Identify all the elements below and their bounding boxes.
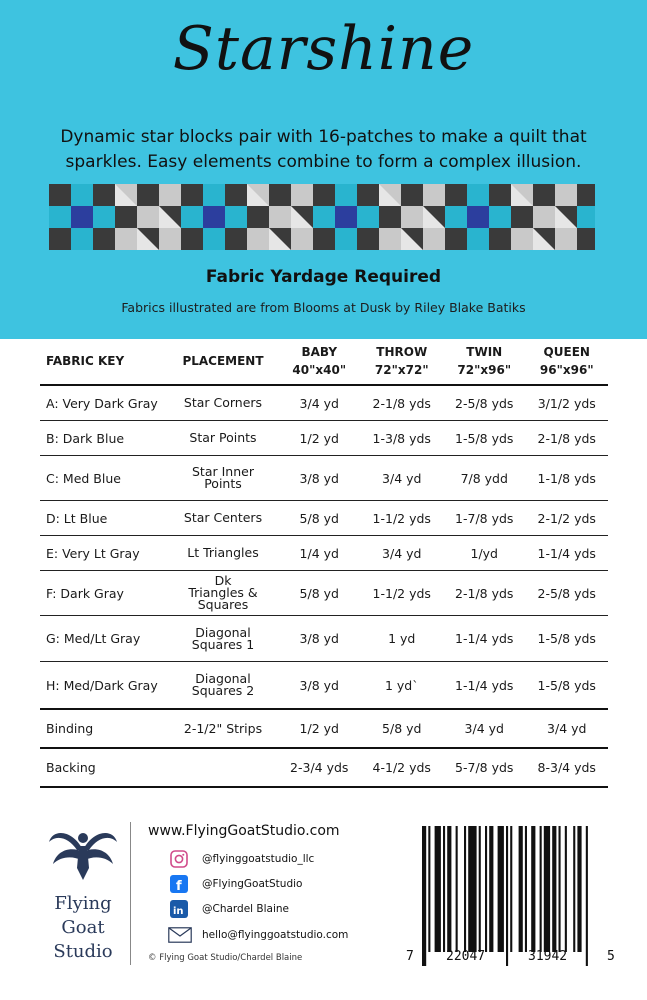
twin-cell: 1-5/8 yds: [455, 430, 514, 446]
yardage-subtitle: Fabrics illustrated are from Blooms at Dusk by Riley Blake Batiks: [121, 300, 526, 315]
footer-divider: [130, 822, 131, 965]
linkedin-row[interactable]: [170, 900, 289, 918]
placement-cell: 2-1/2" Strips: [183, 720, 263, 736]
linkedin-handle: @Chardel Blaine: [202, 903, 290, 915]
header-queen: QUEEN 96"x96": [539, 345, 594, 377]
fabric-key-cell: B: Dark Blue: [46, 430, 125, 446]
baby-cell: 5/8 yd: [299, 510, 339, 526]
fabric-key-cell: Backing: [46, 760, 96, 775]
throw-cell: 1 yd: [388, 631, 416, 646]
queen-cell: 8-3/4 yds: [537, 760, 596, 775]
table-row: [40, 456, 608, 501]
queen-cell: 1-1/8 yds: [537, 470, 596, 486]
envelope-icon: [168, 926, 192, 944]
yardage-heading: Fabric Yardage Required: [205, 267, 442, 287]
svg-text:f: f: [176, 879, 182, 893]
queen-cell: 1-5/8 yds: [537, 631, 596, 646]
placement-cell: Star Points: [189, 430, 257, 445]
barcode-digit-check: 5: [607, 949, 615, 964]
fabric-key-cell: G: Med/Lt Gray: [46, 631, 141, 646]
twin-cell: 1-1/4 yds: [455, 631, 514, 646]
throw-cell: 3/4 yd: [382, 470, 422, 486]
twin-cell: 1-1/4 yds: [455, 677, 514, 693]
table-row: [40, 536, 608, 571]
placement-cell: Diagonal Squares 2: [191, 671, 255, 698]
baby-cell: 1/2 yd: [299, 430, 339, 446]
pattern-tagline: Dynamic star blocks pair with 16-patches to make a quilt that sparkles. Easy elements combine to form a complex illusion.: [60, 127, 587, 172]
fabric-key-cell: D: Lt Blue: [46, 510, 108, 526]
studio-logo: [38, 820, 128, 964]
header-fabric-key: FABRIC KEY: [46, 354, 125, 368]
facebook-handle: @FlyingGoatStudio: [202, 878, 303, 890]
placement-cell: Star Inner Points: [192, 464, 254, 491]
throw-cell: 1 yd`: [384, 677, 419, 693]
fabric-key-cell: Binding: [46, 721, 94, 736]
baby-cell: 3/8 yd: [299, 677, 339, 693]
queen-cell: 1-1/4 yds: [537, 545, 596, 561]
pattern-title: Starshine: [172, 14, 475, 84]
twin-cell: 3/4 yd: [464, 721, 504, 736]
table-row: [40, 571, 608, 616]
baby-cell: 1/2 yd: [299, 721, 339, 736]
queen-cell: 2-1/2 yds: [537, 510, 596, 526]
header-throw: THROW 72"x72": [374, 345, 429, 377]
goat-emblem-icon: [43, 820, 123, 882]
placement-cell: Diagonal Squares 1: [191, 624, 255, 652]
logo-word-2: Goat: [61, 917, 105, 938]
table-row: [40, 662, 608, 710]
queen-cell: 1-5/8 yds: [537, 677, 596, 693]
twin-cell: 5-7/8 yds: [455, 760, 514, 775]
logo-word-3: Studio: [53, 941, 113, 962]
baby-cell: 3/8 yd: [299, 631, 339, 646]
placement-cell: Lt Triangles: [187, 545, 259, 560]
header-banner: [0, 0, 647, 339]
barcode-digits-left: 22047: [446, 949, 486, 964]
queen-cell: 2-1/8 yds: [537, 430, 596, 446]
yardage-table: [40, 338, 608, 788]
throw-cell: 1-1/2 yds: [372, 585, 431, 601]
baby-cell: 3/4 yd: [299, 395, 339, 411]
linkedin-icon: [170, 900, 188, 918]
barcode-digits-right: 31942: [528, 949, 568, 964]
svg-text:in: in: [173, 906, 184, 917]
queen-cell: 3/4 yd: [547, 721, 587, 736]
instagram-handle: @flyinggoatstudio_llc: [202, 853, 315, 865]
twin-cell: 1/yd: [470, 545, 498, 561]
copyright-icon: ©: [148, 953, 157, 963]
fabric-key-cell: F: Dark Gray: [46, 585, 124, 601]
throw-cell: 5/8 yd: [382, 721, 422, 736]
table-row: [40, 386, 608, 421]
table-row: [40, 749, 608, 788]
baby-cell: 2-3/4 yds: [290, 760, 349, 775]
twin-cell: 1-7/8 yds: [455, 510, 514, 526]
email-address: hello@flyinggoatstudio.com: [202, 929, 349, 941]
copyright-text: Flying Goat Studio/Chardel Blaine: [159, 953, 303, 963]
table-header-row: [40, 338, 608, 386]
fabric-key-cell: E: Very Lt Gray: [46, 545, 140, 561]
placement-cell: Star Corners: [183, 395, 263, 410]
instagram-row[interactable]: [170, 850, 314, 868]
table-row: [40, 421, 608, 456]
fabric-key-cell: H: Med/Dark Gray: [46, 677, 158, 693]
twin-cell: 2-1/8 yds: [455, 585, 514, 601]
throw-cell: 3/4 yd: [382, 545, 422, 561]
quilt-preview-image: [49, 184, 595, 250]
twin-cell: 2-5/8 yds: [455, 395, 514, 411]
baby-cell: 3/8 yd: [299, 470, 339, 486]
table-row: [40, 710, 608, 749]
facebook-row[interactable]: [170, 875, 302, 893]
table-row: [40, 616, 608, 662]
copyright-notice: [148, 953, 302, 963]
header-twin: TWIN 72"x96": [457, 345, 512, 377]
header-baby: BABY 40"x40": [292, 345, 347, 377]
instagram-icon: [170, 850, 188, 868]
throw-cell: 2-1/8 yds: [372, 395, 431, 411]
throw-cell: 1-1/2 yds: [372, 510, 431, 526]
fabric-key-cell: C: Med Blue: [46, 470, 121, 486]
header-placement: PLACEMENT: [182, 354, 264, 368]
email-row[interactable]: [168, 926, 348, 944]
queen-cell: 2-5/8 yds: [537, 585, 596, 601]
fabric-key-cell: A: Very Dark Gray: [46, 395, 158, 411]
upc-barcode: [398, 826, 616, 972]
placement-cell: Star Centers: [183, 510, 263, 525]
placement-cell: Dk Triangles & Squares: [188, 573, 258, 612]
twin-cell: 7/8 ydd: [460, 470, 508, 486]
queen-cell: 3/1/2 yds: [537, 395, 596, 411]
throw-cell: 1-3/8 yds: [372, 430, 431, 446]
website-link[interactable]: www.FlyingGoatStudio.com: [148, 823, 340, 839]
facebook-icon: [170, 875, 188, 893]
barcode-digit-lead: 7: [406, 949, 414, 964]
table-row: [40, 501, 608, 536]
logo-word-1: Flying: [54, 893, 112, 914]
throw-cell: 4-1/2 yds: [372, 760, 431, 775]
baby-cell: 5/8 yd: [299, 585, 339, 601]
baby-cell: 1/4 yd: [299, 545, 339, 561]
